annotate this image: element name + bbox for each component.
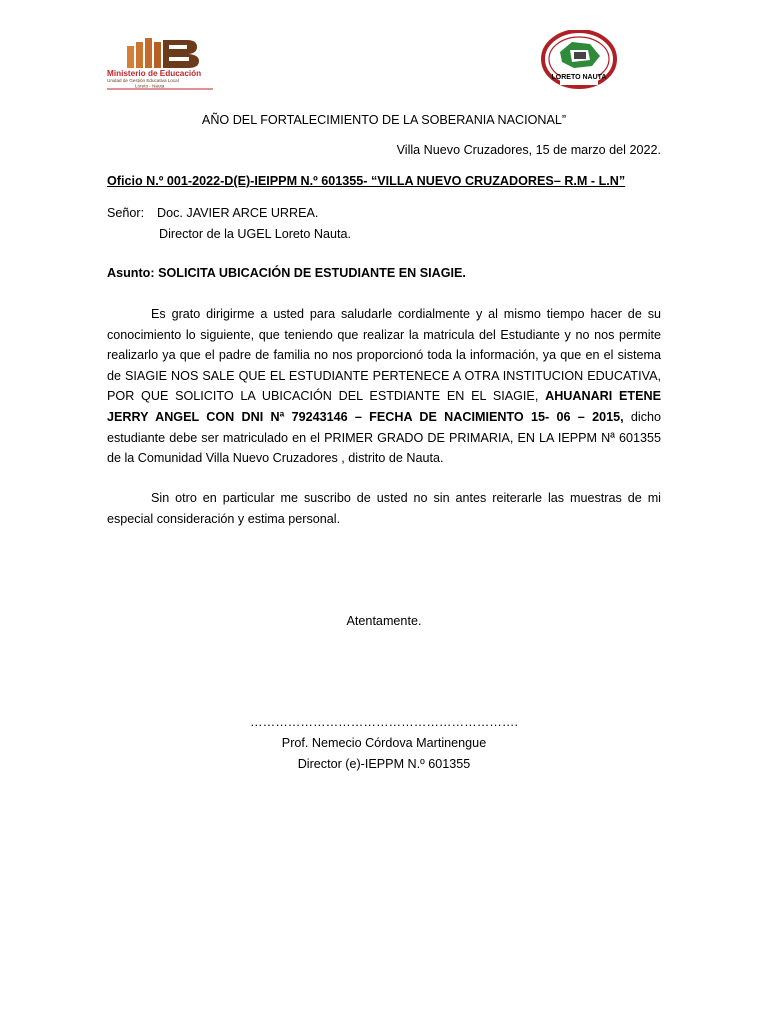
ugel-seal-logo xyxy=(540,30,618,90)
recipient-name: Doc. JAVIER ARCE URREA. xyxy=(157,206,319,220)
signature-line: ………………………………………………………. xyxy=(250,715,518,729)
signatory-title: Director (e)-IEPPM N.º 601355 xyxy=(297,757,471,771)
place-date: Villa Nuevo Cruzadores, 15 de marzo del 2022. xyxy=(396,143,661,157)
signatory-name: Prof. Nemecio Córdova Martinengue xyxy=(281,736,487,750)
ministry-logo-line3: Loreto - Nauta xyxy=(135,83,165,89)
ministry-education-logo xyxy=(105,36,215,90)
oficio-reference: Oficio N.º 001-2022-D(E)-IEIPPM N.º 601355- “VILLA NUEVO CRUZADORES– R.M - L.N” xyxy=(107,174,626,188)
subject-line: Asunto: SOLICITA UBICACIÓN DE ESTUDIANTE EN SIAGIE. xyxy=(107,266,466,280)
body-paragraph-2 xyxy=(107,488,661,529)
closing: Atentamente. xyxy=(346,614,422,628)
ugel-seal-text: LORETO NAUTA xyxy=(551,74,607,81)
ministry-logo-line1: Ministerio de Educación xyxy=(107,69,202,78)
ministry-logo-line2: Unidad de Gestión Educativa Local xyxy=(107,78,179,83)
student-details: AHUANARI ETENE JERRY ANGEL CON DNI Nª 79243146 – FECHA DE NACIMIENTO 15- 06 – 2015, xyxy=(107,389,662,424)
year-motto: AÑO DEL FORTALECIMIENTO DE LA SOBERANIA NACIONAL” xyxy=(201,113,567,127)
body-paragraph-1-continuation: dicho estudiante debe ser matriculado en el PRIMER GRADO DE PRIMARIA, EN LA IEPPM Nª 601355 de la Comunidad Villa Nuevo Cruzadores , distrito de Nauta. xyxy=(107,409,662,466)
salutation-label: Señor: xyxy=(107,206,145,220)
recipient-title: Director de la UGEL Loreto Nauta. xyxy=(159,227,352,241)
body-paragraph-2-text: Sin otro en particular me suscribo de usted no sin antes reiterarle las muestras de mi especial consideración y estima personal. xyxy=(107,491,661,526)
body-paragraph-1-text: Es grato dirigirme a usted para saludarle cordialmente y al mismo tiempo hacer de su conocimiento lo siguiente, que teniendo que realizar la matricula del Estudiante y no nos permite realizarlo ya que el padre de familia no nos proporcionó toda la información, ya que en el sistema de SIAGIE NOS SALE QUE EL ESTUDIANTE PERTENECE A OTRA INSTITUCION EDUCATIVA, POR QUE SOLICITO LA UBICACIÓN DEL ESTDIANTE EN EL SIAGIE, xyxy=(107,307,661,404)
body-paragraph-1 xyxy=(107,304,661,469)
